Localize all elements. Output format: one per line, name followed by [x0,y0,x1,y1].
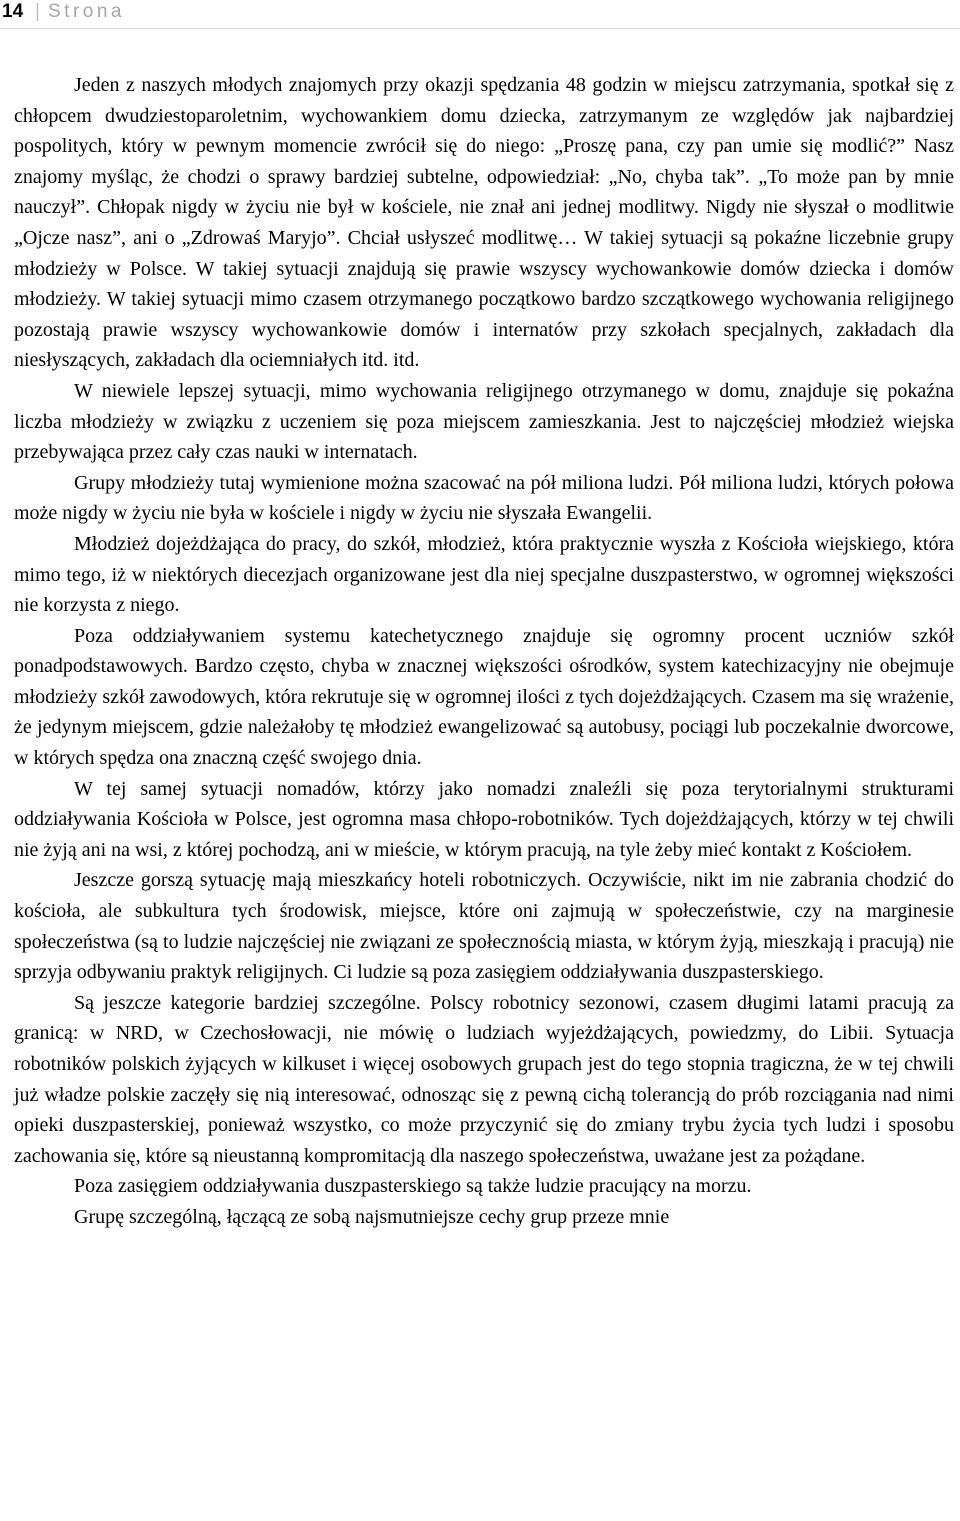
header-rule [0,28,960,29]
paragraph: W tej samej sytuacji nomadów, którzy jako nomadzi znaleźli się poza terytorialnymi strukturami oddziaływania Kościoła w Polsce, jest ogromna masa chłopo-robotników. Tych dojeżdżających, którzy w tej chwili nie żyją ani na wsi, z której pochodzą, ani w mieście, w którym pracują, na tyle żeby mieć kontakt z Kościołem. [14,777,954,861]
paragraph: Są jeszcze kategorie bardziej szczególne. Polscy robotnicy sezonowi, czasem długimi latami pracują za granicą: w NRD, w Czechosłowacji, nie mówię o ludziach wyjeżdżających, powiedzmy, do Libii. Sytuacja robotników polskich żyjących w kilkuset i więcej osobowych grupach jest do tego stopnia tragiczna, że w tej chwili już władze polskie zaczęły się nią interesować, odnosząc się z pewną cichą tolerancją do prób rozciągania nad nimi opieki duszpasterskiej, ponieważ wszystko, co może przyczynić się do zmiany trybu życia tych ludzi i sposobu zachowania się, które są nieustanną kompromitacją dla naszego społeczeństwa, uważane jest za pożądane. [14,991,954,1167]
paragraph: Młodzież dojeżdżająca do pracy, do szkół, młodzież, która praktycznie wyszła z Kościoła wiejskiego, która mimo tego, iż w niektórych diecezjach organizowane jest dla niej specjalne duszpasterstwo, w ogromnej większości nie korzysta z niego. [14,532,954,617]
paragraph: Grupy młodzieży tutaj wymienione można szacować na pół miliona ludzi. Pół miliona ludzi, których połowa może nigdy w życiu nie była w kościele i nigdy w życiu nie słyszała Ewangelii. [14,471,954,525]
paragraph: Poza oddziaływaniem systemu katechetycznego znajduje się ogromny procent uczniów szkół ponadpodstawowych. Bardzo często, chyba w znacznej większości ośrodków, system katechizacyjny nie obejmuje młodzieży szkół zawodowych, która rekrutuje się w ogromnej ilości z tych dojeżdżających. Czasem ma się wrażenie, że jedynym miejscem, gdzie należałoby tę młodzież ewangelizować są autobusy, pociągi lub poczekalnie dworcowe, w których spędza ona znaczną część swojego dnia. [14,624,954,770]
paragraph: W niewiele lepszej sytuacji, mimo wychowania religijnego otrzymanego w domu, znajduje się pokaźna liczba młodzieży w związku z uczeniem się poza miejscem zamieszkania. Jest to najczęściej młodzież wiejska przebywająca przez cały czas nauki w internatach. [14,379,954,464]
paragraph: Grupę szczególną, łączącą ze sobą najsmutniejsze cechy grup przeze mnie [74,1205,670,1228]
header-separator: | [35,1,40,22]
paragraph: Jeden z naszych młodych znajomych przy okazji spędzania 48 godzin w miejscu zatrzymania, spotkał się z chłopcem dwudziestoparoletnim, wychowankiem domu dziecka, zatrzymanym ze względów jak najbardziej pospolitych, który w pewnym momencie zwrócił się do niego: „Proszę pana, czy pan umie się modlić?” Nasz znajomy myśląc, że chodzi o sprawy bardziej subtelne, odpowiedział: „No, chyba tak”. „To może pan by mnie nauczył”. Chłopak nigdy w życiu nie był w kościele, nie znał ani jednej modlitwy. Nigdy nie słyszał o modlitwie „Ojcze nasz”, ani o „Zdrowaś Maryjo”. Chciał usłyszeć modlitwę… W takiej sytuacji są pokaźne liczebnie grupy młodzieży w Polsce. W takiej sytuacji znajdują się prawie wszyscy wychowankowie domów dziecka i domów młodzieży. W takiej sytuacji mimo czasem otrzymanego początkowo bardzo szczątkowego wychowania religijnego pozostają prawie wszyscy wychowankowie domów i internatów przy szkołach specjalnych, zakładach dla niesłyszących, zakładach dla ociemniałych itd. itd. [14,74,954,372]
paragraph: Poza zasięgiem oddziaływania duszpasterskiego są także ludzie pracujący na morzu. [74,1175,752,1198]
document-body [14,70,954,1233]
page-number: 14 [2,1,24,22]
page-header [0,0,960,28]
page-label: Strona [48,1,125,22]
paragraph: Jeszcze gorszą sytuację mają mieszkańcy hoteli robotniczych. Oczywiście, nikt im nie zabrania chodzić do kościoła, ale subkultura tych środowisk, miejsce, które oni zajmują w społeczeństwie, czy na marginesie społeczeństwa (są to ludzie najczęściej nie związani ze społecznością miasta, w którym żyją, mieszkają i pracują) nie sprzyja odbywaniu praktyk religijnych. Ci ludzie są poza zasięgiem oddziaływania duszpasterskiego. [14,869,954,984]
